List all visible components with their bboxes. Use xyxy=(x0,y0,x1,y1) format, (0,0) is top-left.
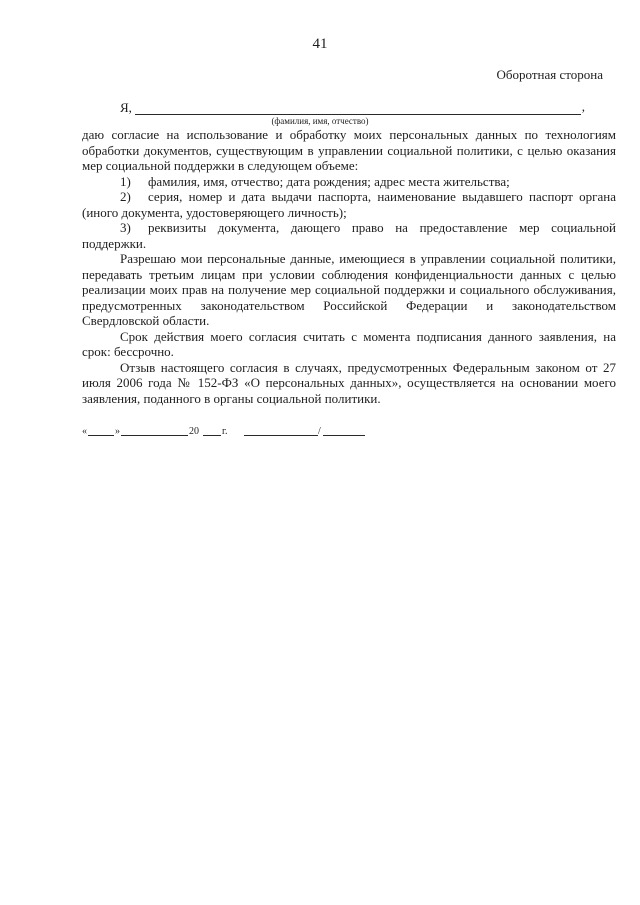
list-item-text: реквизиты документа, дающего право на предоставление мер социальной поддержки. xyxy=(82,220,616,251)
signature-blank[interactable] xyxy=(244,426,318,436)
list-item-text: серия, номер и дата выдачи паспорта, наименование выдавшего паспорт органа (иного документа, удостоверяющего личность); xyxy=(82,189,616,220)
revoke-paragraph: Отзыв настоящего согласия в случаях, предусмотренных Федеральным законом от 27 июля 2006 года № 152-ФЗ «О персональных данных», осуществляется на основании моего заявления, поданного в органы социальной политики. xyxy=(82,359,616,406)
ya-label: Я, xyxy=(120,100,132,115)
month-blank[interactable] xyxy=(121,426,188,436)
page-number: 41 xyxy=(312,36,328,52)
fio-comma: , xyxy=(581,99,585,114)
year-blank[interactable] xyxy=(203,426,221,436)
list-item-text: фамилия, имя, отчество; дата рождения; адрес места жительства; xyxy=(148,173,510,189)
day-blank[interactable] xyxy=(88,426,114,436)
signature-slash: / xyxy=(318,426,321,437)
list-item-number: 2) xyxy=(120,189,131,204)
fio-caption: (фамилия, имя, отчество) xyxy=(271,116,369,126)
list-item-number: 1) xyxy=(120,173,131,189)
term-paragraph: Срок действия моего согласия считать с момента подписания данного заявления, на срок: бессрочно. xyxy=(82,328,616,359)
date-open-quote: « xyxy=(82,426,87,437)
date-close-quote: » xyxy=(115,426,120,437)
year-prefix: 20 xyxy=(189,426,199,437)
side-label: Оборотная сторона xyxy=(496,67,603,82)
list-item xyxy=(82,174,616,190)
list-item xyxy=(82,220,616,251)
applicant-name-row xyxy=(120,100,585,116)
decoding-blank[interactable] xyxy=(323,426,365,436)
list-item xyxy=(82,189,616,220)
list-item-number: 3) xyxy=(120,220,131,235)
year-suffix: г. xyxy=(222,426,228,437)
consent-paragraph: даю согласие на использование и обработку моих персональных данных по технологиям обработки документов, существующим в управлении социальной политики, с целью оказания мер социальной поддержки в следующем объеме: xyxy=(82,127,616,173)
consent-text xyxy=(82,127,616,406)
transfer-paragraph: Разрешаю мои персональные данные, имеющиеся в управлении социальной политики, передавать третьим лицам при условии соблюдения конфиденциальности данных с целью реализации моих прав на получение мер социальной поддержки и социального обслуживания, предусмотренных законодательством Российской Федерации и законодательством Свердловской области. xyxy=(82,251,616,328)
fio-blank-line xyxy=(135,114,581,115)
